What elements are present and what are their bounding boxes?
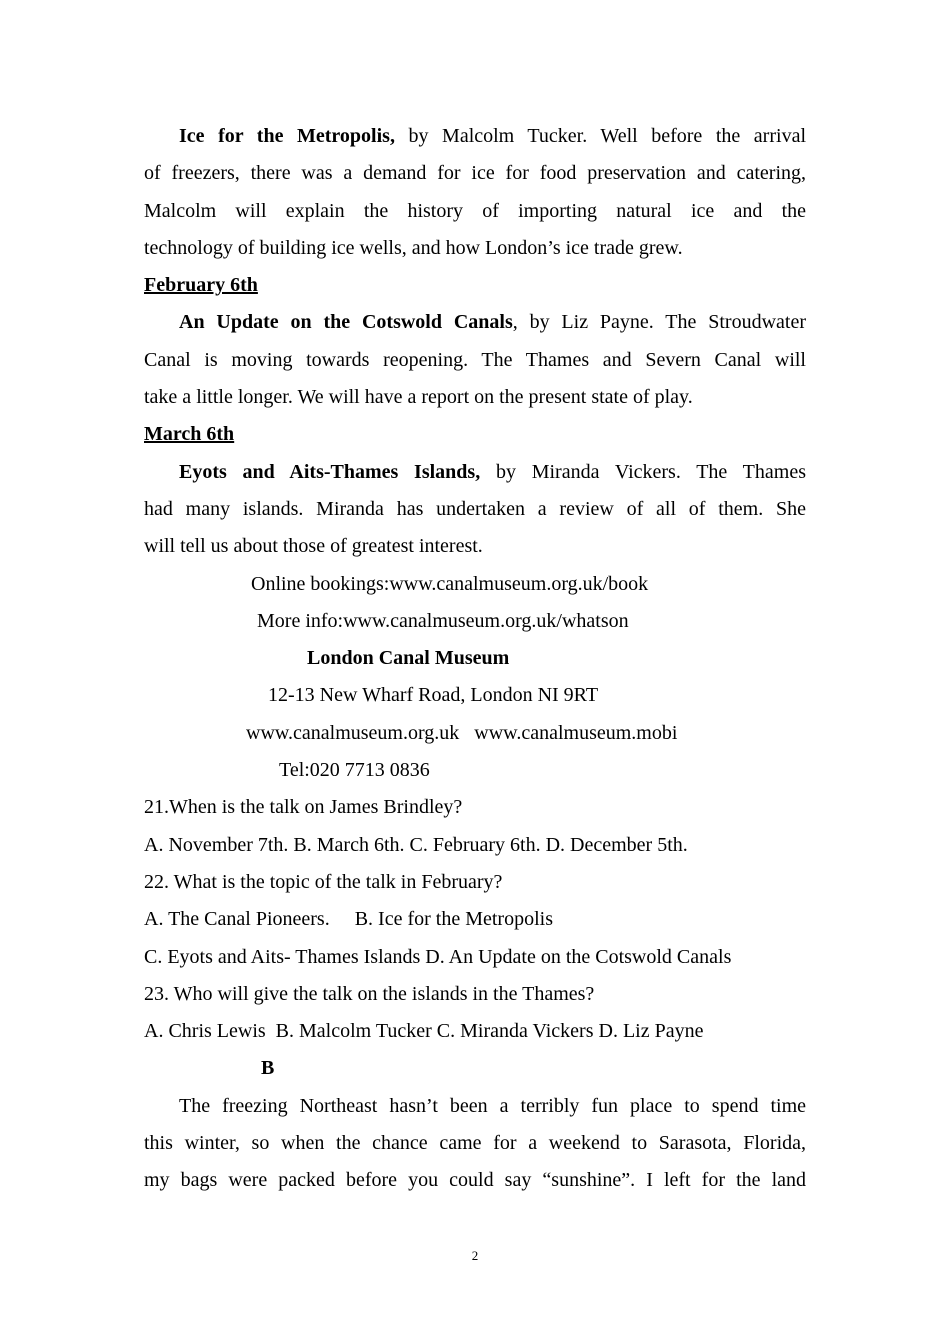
feb-talk-line-2: Canal is moving towards reopening. The Thames and Severn Canal will bbox=[144, 348, 806, 371]
museum-websites: www.canalmuseum.org.uk www.canalmuseum.mobi bbox=[246, 721, 678, 744]
question-21-options: A. November 7th. B. March 6th. C. February 6th. D. December 5th. bbox=[144, 833, 688, 856]
question-21: 21.When is the talk on James Brindley? bbox=[144, 796, 463, 819]
mar-talk-line-3: will tell us about those of greatest interest. bbox=[144, 535, 483, 558]
museum-address: 12-13 New Wharf Road, London NI 9RT bbox=[268, 684, 599, 707]
mar-talk-line-1 bbox=[144, 454, 806, 491]
page-number: 2 bbox=[471, 1248, 479, 1263]
more-info: More info:www.canalmuseum.org.uk/whatson bbox=[257, 609, 629, 632]
museum-name: London Canal Museum bbox=[307, 647, 510, 670]
section-b-label: B bbox=[261, 1057, 275, 1080]
ice-talk-title: Ice for the Metropolis, bbox=[179, 125, 395, 147]
ice-talk-text: by Malcolm Tucker. Well before the arrival bbox=[394, 125, 806, 147]
feb-talk-title: An Update on the Cotswold Canals bbox=[179, 311, 513, 334]
section-b-line-2: this winter, so when the chance came for a weekend to Sarasota, Florida, bbox=[144, 1132, 806, 1155]
document-body bbox=[144, 118, 806, 1200]
ice-talk-line-2: of freezers, there was a demand for ice for food preservation and catering, bbox=[144, 162, 806, 185]
february-heading: February 6th bbox=[144, 274, 258, 297]
ice-talk-line-1 bbox=[144, 118, 806, 155]
question-22: 22. What is the topic of the talk in February? bbox=[144, 870, 503, 893]
ice-talk-line-3: Malcolm will explain the history of importing natural ice and the bbox=[144, 199, 806, 222]
question-23-options: A. Chris Lewis B. Malcolm Tucker C. Miranda Vickers D. Liz Payne bbox=[144, 1020, 704, 1043]
question-22-options-2: C. Eyots and Aits- Thames Islands D. An Update on the Cotswold Canals bbox=[144, 945, 732, 968]
ice-talk-line-4: technology of building ice wells, and how London’s ice trade grew. bbox=[144, 236, 683, 259]
mar-talk-text: by Miranda Vickers. The Thames bbox=[480, 460, 806, 483]
museum-telephone: Tel:020 7713 0836 bbox=[279, 759, 430, 782]
online-bookings: Online bookings:www.canalmuseum.org.uk/book bbox=[251, 572, 649, 595]
march-heading: March 6th bbox=[144, 423, 235, 446]
mar-talk-title: Eyots and Aits-Thames Islands, bbox=[179, 460, 481, 483]
section-b-line-1: The freezing Northeast hasn’t been a terribly fun place to spend time bbox=[179, 1094, 806, 1117]
feb-talk-text: , by Liz Payne. The Stroudwater bbox=[512, 311, 806, 334]
mar-talk-line-2: had many islands. Miranda has undertaken a review of all of them. She bbox=[144, 497, 806, 520]
feb-talk-line-1 bbox=[144, 304, 806, 341]
question-23: 23. Who will give the talk on the islands in the Thames? bbox=[144, 982, 595, 1005]
section-b-line-3: my bags were packed before you could say “sunshine”. I left for the land bbox=[144, 1169, 806, 1192]
question-22-options-1: A. The Canal Pioneers. B. Ice for the Metropolis bbox=[144, 908, 553, 931]
feb-talk-line-3: take a little longer. We will have a report on the present state of play. bbox=[144, 386, 693, 409]
